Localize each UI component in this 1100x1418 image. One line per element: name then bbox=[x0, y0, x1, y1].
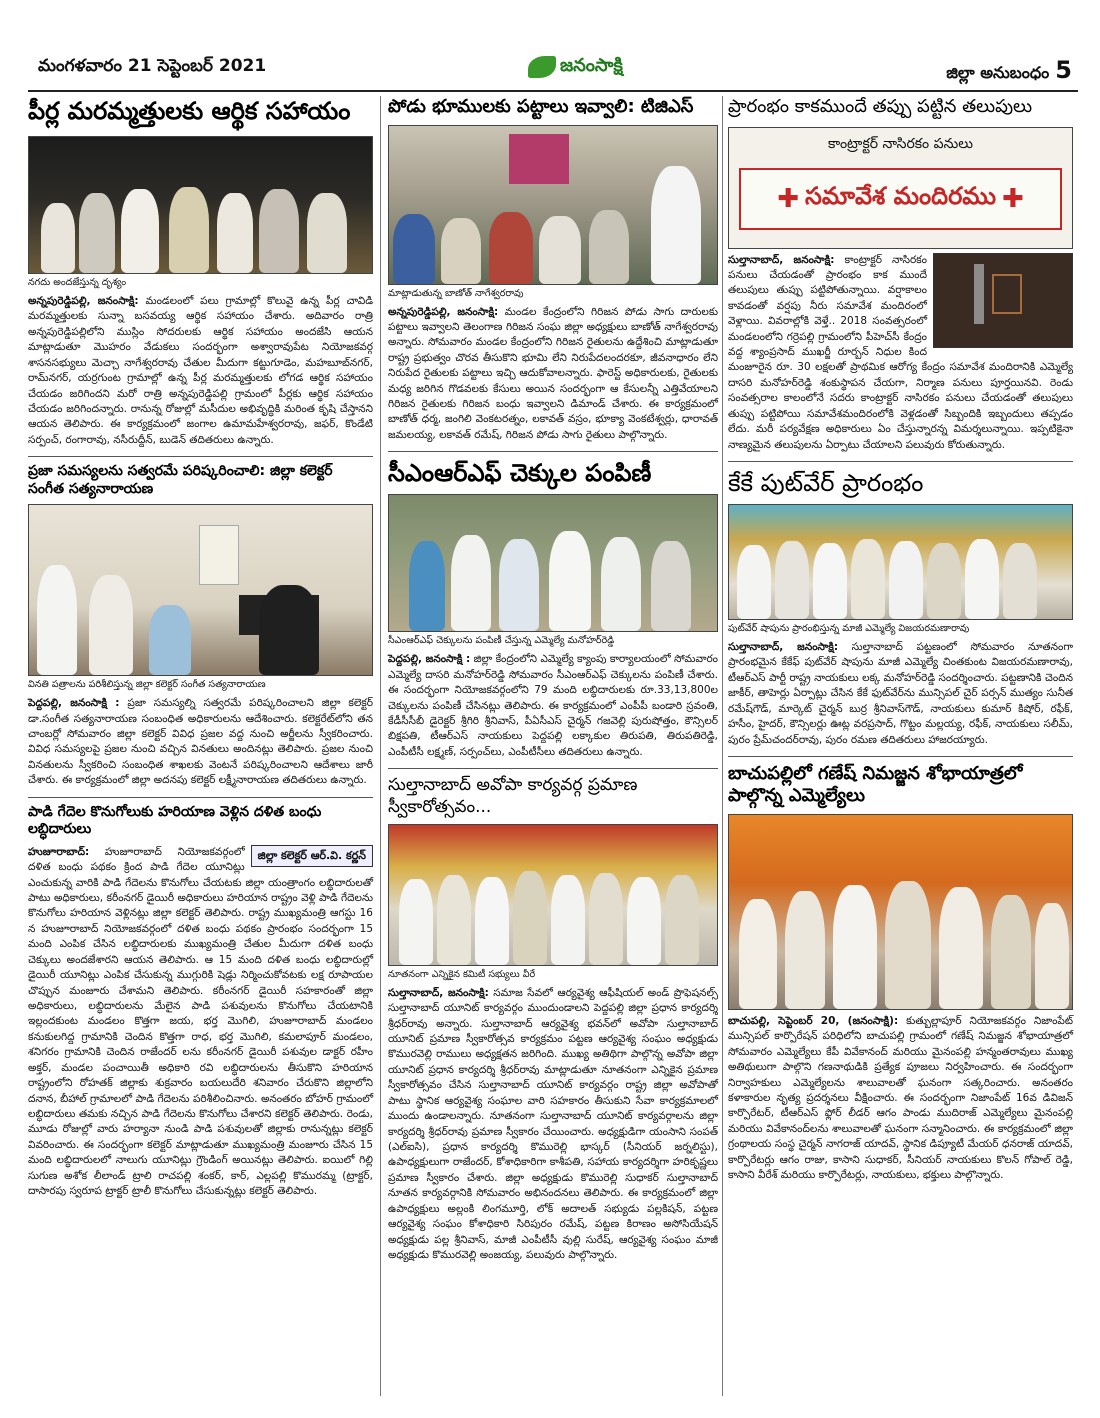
column-divider bbox=[722, 96, 723, 1396]
article-dalitha-bandhu bbox=[28, 804, 373, 1200]
dateline: సుల్తానాబాద్, జనంసాక్షి: bbox=[728, 640, 839, 653]
article-headline: పోడు భూములకు పట్టాలు ఇవ్వాలి: టిజిఎస్ bbox=[388, 96, 694, 117]
article-text: హుజూరాబాద్ నియోజకవర్గంలో దళిత బంధు పథకం క్రింద పాడి గేదెల యూనిట్లు ఎంచుకున్న వారికి పాడి గేదెలను కొనుగోలు చేయటకు జిల్లా యంత్రాంగం లబ్ధిదారులతో పాటు అధికారులు, కరీంనగర్ డైయిరీ అధికారులు హరియాన రాష్ట్రం వెళ్లి పాడి గేదెలను కొనుగోలు హరియాన వెళ్లినట్లు జిల్లా కలెక్టర్ తెలిపారు. రాష్ట్ర ముఖ్యమంత్రి ఆగస్టు 16 న హుజూరాబాద్ నియోజకవర్గంలో దళిత బంధు పథకం ప్రారంభం సందర్భంగా 15 మంది ఎంపిక చేసిన లబ్ధిదారులకు ముఖ్యమంత్రి చేతుల మీదుగా దళిత బంధు చెక్కులు అందజేశారని ఆయన తెలిపారు. ఆ 15 మంది దళిత బంధు లబ్ధిదారుల్లో డైయిరీ యూనిట్లు ఎంపిక చేసుకున్న ముగ్గురికి షెడ్లు నిర్మించుకోవటకు లక్ష రూపాయల చొప్పున మంజూరు చేశామని తెలిపారు. కరీంనగర్ డైయిరీ సహకారంతో జిల్లా అధికారులు, లబ్ధిదారులను మేలైన పాడి పశువులను కొనుగోలు చేయటానికి ఇల్లందకుంట మండలం కొత్తగా జయ, భర్త మొగిలి, హుజూరాబాద్ మండలం కనుకులగిద్ద గ్రామానికి చెందిన కొత్తగా రాధ, భర్త మొగిలి, కమలాపూర్ మండలం, శనిగరం గ్రామానికి చెందిన రాజేందర్ లను కరీంనగర్ డైయిరీ పశువుల డాక్టర్ రహీం అక్తర్, మండల పంచాయితీ అధికారి రవి లబ్ధిదారులను తీసుకొని హరియాన రాష్ట్రంలోని రోహతక్ జిల్లాకు శుక్రవారం బయలుదేరి శనివారం చేరుకొని జిల్లాలోని దనాన, బీహాల్ గ్రామాలలో పాడి గేదెలను పరిశీలించినారు. అనంతరం బోహర్ గ్రామంలో లబ్ధిదారులు తమకు నచ్చిన పాడి గేదెలను కొనుగోలు చేశారని కలెక్టర్ తెలిపారు. రెండు, మూడు రోజుల్లో వారు హర్యానా నుండి పాడి పశువులతో జిల్లాకు రానున్నట్లు కలెక్టర్ వివరించారు. ఈ సందర్భంగా కలెక్టర్ మాట్లాడుతూ ముఖ్యమంత్రి మంజూరు చేసిన 15 మంది లబ్ధిదారులలో నాలుగు యూనిట్లు గ్రౌండింగ్ అయినట్లు తెలిపారు. ఐయిలో గిల్లి సుగుణ అశోక లీలాండ్ ట్రాలి రాచపల్లి శంకర్, కార్, ఎల్లపల్లి కొమురమ్మ (ట్రాక్టర్, దాసారపు స్వరూప ట్రాక్టర్ ట్రాలీ కొనుగోలు చేసుకున్నట్లు కలెక్టర్ తెలిపారు. bbox=[28, 845, 373, 1198]
article-rusted-doors bbox=[728, 96, 1073, 453]
article-avopa bbox=[388, 775, 718, 1263]
news-photo bbox=[728, 814, 1073, 1010]
news-photo bbox=[388, 494, 718, 632]
article-body bbox=[728, 1014, 1073, 1184]
door-photo bbox=[933, 253, 1073, 348]
red-cross-icon: ✚ bbox=[1002, 183, 1024, 214]
article-body bbox=[728, 253, 1073, 453]
banner-text: సమావేశ మందిరము bbox=[805, 181, 996, 210]
photo-label: కాంట్రాక్టర్ నాసిరకం పనులు bbox=[827, 135, 974, 152]
dateline: అన్నపురెడ్డిపల్లి, జనంసాక్షి: bbox=[388, 305, 499, 318]
leaf-icon bbox=[528, 56, 556, 78]
article-collector-grievance bbox=[28, 463, 373, 789]
issue-date: మంగళవారం 21 సెప్టెంబర్ 2021 bbox=[38, 56, 267, 76]
article-separator bbox=[388, 451, 718, 452]
page-number: 5 bbox=[1055, 56, 1072, 84]
article-text: మండలంలో పలు గ్రామాల్లో కొలువై ఉన్న పీర్ల చావిడి మరమ్మత్తులకు సున్నా బసవయ్య ఆర్థిక సహాయం చేశారు. అదివారం రాత్రి అన్నపురెడ్డిపల్లిలోని ముస్లిం సోదరులకు ఆర్థిక సహాయం అందజేసి ఆయన మాట్లాడుతూ మొహరం వేడుకలు సందర్భంగా అశ్వారావుపేట నియోజకవర్గ శాసనసభ్యులు మెచ్చా నాగేశ్వరరావు చేతుల మీదుగా కట్టుగూడెం, మహబూబ్‌నగర్, రామ్‌నగర్, యర్రగుంట గ్రామాల్లో ఉన్న పీర్ల మరమ్మత్తులకు లోగడ ఆర్థిక సహాయం చేయడం జరిగిందని మరో రాత్రి అన్నపురెడ్డిపల్లి గ్రామంలో పీర్లకు ఆర్థిక సహాయం చేయడం జరిగిందన్నారు. రానున్న రోజుల్లో మసీదుల అభివృద్ధికి మరింత కృషి చేస్తానని ఆయన తెలిపారు. ఈ కార్యక్రమంలో జంగాల ఉమామహేశ్వరరావు, జఫర్, కొండేటి సర్పంచ్, రంగారావు, నసీరుద్దీన్, బుడెన్ తదితరులు ఉన్నారు. bbox=[28, 295, 373, 446]
dateline: హుజూరాబాద్: bbox=[28, 845, 90, 858]
article-separator bbox=[28, 456, 373, 457]
article-separator bbox=[388, 768, 718, 769]
column-left bbox=[28, 96, 373, 1199]
photo-caption: మాట్లాడుతున్న బాణోత్ నాగేశ్వరరావు bbox=[388, 287, 524, 299]
article-body bbox=[728, 640, 1073, 748]
article-headline: బాచుపల్లిలో గణేష్ నిమజ్జన శోభాయాత్రలో పాల్గొన్న ఎమ్మెల్యేలు bbox=[728, 762, 1023, 807]
dateline: పెద్దపల్లి, జనంసాక్షి : bbox=[388, 653, 471, 666]
dateline: సుల్తానాబాద్, జనంసాక్షి: bbox=[388, 986, 489, 999]
photo-caption: నూతనంగా ఎన్నికైన కమిటీ సభ్యులు వీరే bbox=[388, 968, 536, 980]
subhead-tag: జిల్లా కలెక్టర్ ఆర్.వి. కర్ణన్ bbox=[251, 845, 373, 867]
article-body bbox=[388, 305, 718, 444]
column-right bbox=[728, 96, 1073, 1184]
news-photo bbox=[728, 504, 1073, 620]
article-body bbox=[28, 696, 373, 789]
column-middle bbox=[388, 96, 718, 1263]
article-headline: పాడి గేదెల కొనుగోలుకు హరియాణ వెళ్లిన దళిత బంధు లబ్ధిదారులు bbox=[28, 803, 322, 838]
article-text: జిల్లా కేంద్రంలోని ఎమ్మెల్యే క్యాంపు కార్యాలయంలో సోమవారం ఎమ్మెల్యే దాసరి మనోహర్‌రెడ్డి సోమవారం సీఎంఆర్ఎఫ్ చెక్కులను పంపిణీ చేశారు. ఈ సందర్భంగా నియోజకవర్గంలోని 79 మంది లబ్ధిదారులకు రూ.33,13,800ల చెక్కులను పంపిణీ చేసినట్లు తెలిపారు. ఈ కార్యక్రమంలో ఎంపీపీ బండారి స్రవంతి, కేడీసీసీబీ డైరెక్టర్ శ్రీగిరి శ్రీనివాస్, పీఏసీఎస్ చైర్మన్ గజవెల్లి పురుషోత్తం, కౌన్సిలర్ బిక్షపతి, టీఆర్ఎస్ నాయకులు పెద్దపల్లి లక్కాకుల తిరుపతి, తిరుపతిరెడ్డి, ఎంపీటీసీ లక్ష్మణ్, సర్పంచ్‌లు, ఎంపీటీసీలు తదితరులు ఉన్నారు. bbox=[388, 653, 719, 758]
photo-caption: పుట్‌వేర్ షాపును ప్రారంభిస్తున్న మాజీ ఎమ్మెల్యే విజయరమణారావు bbox=[728, 622, 970, 634]
news-photo bbox=[388, 125, 718, 285]
article-body bbox=[28, 294, 373, 448]
newspaper-logo[interactable] bbox=[528, 50, 646, 84]
article-text: కాంట్రాక్టర్ నాసిరకం పనులు చేయడంతో ప్రారంభం కాక ముందే తలుపులు తుప్పు పట్టిపోతున్నాయి. వర్షాకాలం కావడంతో వర్షపు నీరు సమావేశ మందిరంలో వెళ్లాయి. వివరాల్లోకి వెళ్తే.. 2018 సంవత్సరంలో మండలంలోని గర్రెపల్లి గ్రామంలోని పీహెచ్‌సీ కేంద్రం వద్ద శ్యాంప్రసాద్ ముఖర్జీ రూర్బన్ నిధుల కింద మంజూరైన రూ. 30 లక్షలతో ప్రాథమిక ఆరోగ్య కేంద్రం సమావేశ మందిరానికి ఎమ్మెల్యే దాసరి మనోహర్‌రెడ్డి శంకుస్థాపన చేయగా, నిర్మాణ పనులు పూర్తయినవి. రెండు సంవత్సరాల కాలంలోనే సదరు కాంట్రాక్టర్ నాసిరకం పనులు చేయడంతో తలుపులు తుప్పు పట్టిపోయి సమావేశమందిరంలోకి వెళ్లడంతో సిబ్బందికి ఇబ్బందులు తప్పడం లేదు. మరీ పర్యవేక్షణ అధికారులు ఏం చేస్తున్నారన్న విమర్శలున్నాయి. ఇప్పటికైనా నాణ్యమైన తలుపులను ఏర్పాటు చేయాలని పలువురు కోరుతున్నారు. bbox=[728, 253, 1073, 451]
article-text: ప్రజా సమస్యల్ని సత్వరమే పరిష్కరించాలని జిల్లా కలెక్టర్ డా.సంగీత సత్యనారాయణ సంబంధిత అధికారులను ఆదేశించారు. కలెక్టరేట్‌లోని తన చాంబర్లో సోమవారం జిల్లా కలెక్టర్ వివిధ ప్రజల వద్ద నుంచి అర్జీలను స్వీకరించారు. వివిధ సమస్యలపై ప్రజల నుంచి వచ్చిన వినతులు అందినట్లు తెలిపారు. ప్రజల నుంచి వినతులను స్వీకరించి సంబంధిత శాఖలకు వెంటనే పరిష్కరించాలని ఆదేశాలు జారీ చేశారు. ఈ కార్యక్రమంలో జిల్లా అదనపు కలెక్టర్ లక్ష్మీనారాయణ తదితరులు ఉన్నారు. bbox=[28, 697, 374, 787]
news-photo bbox=[728, 127, 1073, 249]
article-cmrf-cheques bbox=[388, 458, 718, 760]
article-headline: ప్రారంభం కాకముందే తప్పు పట్టిన తలుపులు bbox=[728, 96, 1033, 117]
dateline: సుల్తానాబాద్, జనంసాక్షి: bbox=[728, 253, 835, 266]
article-separator bbox=[728, 756, 1073, 757]
article-body bbox=[28, 845, 373, 1200]
section-label bbox=[946, 56, 1072, 86]
article-text: సమాజ సేవలో ఆర్యవైశ్య ఆఫీషియల్ అండ్ ప్రొఫెషనల్స్ సుల్తానాబాద్ యూనిట్ కార్యవర్గం ముందుండాలని పెద్దపల్లి జిల్లా ప్రధాన కార్యదర్శి శ్రీధర్‌రావు అన్నారు. సుల్తానాబాద్ ఆర్యవైశ్య భవన్‌లో అవోపా సుల్తానాబాద్ యూనిట్ ప్రమాణ స్వీకారోత్సవ కార్యక్రమం పట్టణ ఆర్యవైశ్య సంఘం అధ్యక్షుడు కొమురవెల్లి రాములు అధ్యక్షతన జరిగింది. ముఖ్య అతిథిగా పాల్గొన్న అవోపా జిల్లా యూనిట్ ప్రధాన కార్యదర్శి శ్రీధర్‌రావు మాట్లాడుతూ నూతనంగా ఎన్నికైన ప్రమాణ స్వీకారోత్సవం చేసిన సుల్తానాబాద్ యూనిట్ కార్యవర్గం రాష్ట్ర జిల్లా అవోపాతో పాటు స్థానిక ఆర్యవైశ్య సంఘాల వారి సహకారం తీసుకుని సేవా కార్యక్రమాలలో ముందు ఉండాలన్నారు. నూతనంగా సుల్తానాబాద్ యూనిట్ కార్యవర్గాలను జిల్లా కార్యదర్శి శ్రీధర్‌రావు ప్రమాణ స్వీకారం చేయించారు. అధ్యక్షుడిగా యంసాని సంపత్ (ఎల్ఐసి), ప్రధాన కార్యదర్శి కొమురెల్లి భాస్కర్ (సీనియర్ జర్నలిస్టు), ఉపాధ్యక్షులుగా రాజేందర్, కోశాధికారిగా కాశీపతి, సహాయ కార్యదర్శిగా హరికృష్ణలు ప్రమాణ స్వీకారం చేశారు. జిల్లా అధ్యక్షుడు కొమురెల్లి సుధాకర్ సుల్తానాబాద్ నూతన కార్యవర్గానికి సోమవారం అభినందనలు తెలిపారు. ఈ కార్యక్రమంలో జిల్లా ఉపాధ్యక్షులు అల్లంకి లింగమూర్తి, లోక్ అదాలత్ సభ్యుడు పల్లకిషన్, పట్టణ ఆర్యవైశ్య సంఘం కోశాధికారి సిరిపురం రమేష్, పట్టణ కిరాణం అసోసియేషన్ అధ్యక్షుడు పల్ల శ్రీనివాస్, మాజీ ఎంపీటీసీ వుల్లి సురేష్, ఆర్యవైశ్య సంఘం మాజీ అధ్యక్షుడు కొమురవెల్లి అంజయ్య, పలువురు పాల్గొన్నారు. bbox=[388, 986, 718, 1261]
dateline: పెద్దపల్లి, జనంసాక్షి : bbox=[28, 697, 120, 710]
article-kk-footwear bbox=[728, 468, 1073, 748]
article-body bbox=[388, 652, 718, 760]
article-headline: సుల్తానాబాద్ అవోపా కార్యవర్గ ప్రమాణ స్వీకారోత్సవం... bbox=[388, 775, 638, 817]
article-separator bbox=[28, 797, 373, 798]
dateline: బాచుపల్లి, సెప్టెంబర్ 20, (జనంసాక్షి): bbox=[728, 1014, 899, 1027]
photo-caption: వినతి పత్రాలను పరిశీలిస్తున్న జిల్లా కలెక్టర్ సంగీత సత్యనారాయణ bbox=[28, 679, 266, 691]
article-body bbox=[388, 986, 718, 1264]
news-photo bbox=[388, 824, 718, 966]
dateline: అన్నపురెడ్డిపల్లి, జనంసాక్షి: bbox=[28, 295, 139, 307]
masthead bbox=[28, 50, 1078, 92]
article-headline: కేకే పుట్‌వేర్ ప్రారంభం bbox=[728, 468, 924, 497]
article-headline: ప్రజా సమస్యలను సత్వరమే పరిష్కరించాలి: జిల్లా కలెక్టర్ సంగీత సత్యనారాయణ bbox=[28, 463, 333, 497]
hall-banner bbox=[739, 168, 1062, 230]
article-separator bbox=[728, 461, 1073, 462]
logo-text: జనంసాక్షి bbox=[560, 54, 623, 76]
column-divider bbox=[380, 96, 381, 1396]
article-text: కుత్బుల్లాపూర్ నియోజకవర్గం నిజాంపేట్ మున్సిపల్ కార్పొరేషన్ పరిధిలోని బాచుపల్లి గ్రామంలో గణేష్ నిమజ్జన శోభాయాత్రలో సోమవారం ఎమ్మెల్యేలు కేపీ వివేకానంద్ మరియు మైనంపల్లి హన్మంతరావులు ముఖ్య అతిథులుగా పాల్గొని గణనాథుడికి ప్రత్యేక పూజలు నిర్వహించారు. ఈ సందర్భంగా నిర్వాహకులు ఎమ్మెల్యేలను శాలువాలతో ఘనంగా సత్కరించారు. అనంతరం కళాకారుల నృత్య ప్రదర్శనలు వీక్షించారు. ఈ సందర్భంగా నిజాంపేట్ 16వ డివిజన్ కార్పొరేటర్, టీఆర్ఎస్ ఫ్లోర్ లీడర్ ఆగం పాండు ముదిరాజ్ ఎమ్మెల్యేలు మైనంపల్లి మరియు వివేకానంద్‌లను శాలువాలతో ఘనంగా సన్మానించారు. ఈ కార్యక్రమంలో జిల్లా గ్రంథాలయ సంస్థ చైర్మన్ నాగరాజ్ యాదవ్, స్థానిక డిప్యూటీ మేయర్ ధనరాజ్ యాదవ్, కార్పొరేటర్లు ఆగం రాజు, కాసాని సుధాకర్, సీనియర్ నాయకులు కొలన్ గోపాల్ రెడ్డి, కాసాని వీరేశ్ మరియు కార్పొరేటర్లు, నాయకులు, భక్తులు పాల్గొన్నారు. bbox=[728, 1014, 1073, 1182]
article-text: మండల కేంద్రంలోని గిరిజన పోడు సాగు దారులకు పట్టాలు ఇవ్వాలని తెలంగాణ గిరిజన సంఘ జిల్లా అధ్యక్షులు బాణోత్ నాగేశ్వరరావు అన్నారు. సోమవారం మండల కేంద్రంలోని గిరిజన రైతులను ఉద్దేశించి మాట్లాడుతూ రాష్ట్ర ప్రభుత్వం చొరవ తీసుకొని భూమి లేని నిరుపేదలందరకూ, జీవనాధారం లేని నిరుపేద రైతులకు పట్టాలు ఇచ్చి ఆదుకోవాలన్నారు. ఫారెస్ట్ అధికారులకు, రైతులకు మధ్య జరిగిన గొడవలకు కేసులు అయిన సందర్భంగా ఆ కేసులన్నీ ఎత్తివేయాలని గిరిజన రైతులకు గిరిజన బంధు ఇవ్వాలని డిమాండ్ చేశారు. ఈ కార్యక్రమంలో బాణోత్ ధర్మ, జంగిలి వెంకటరత్నం, లకావత్ వస్రం, భూక్యా వెంకటేశ్వర్లు, ధారావత్ జమలయ్య, లకావత్ రమేష్, గిరిజన పోడు సాగు రైతులు పాల్గొన్నారు. bbox=[388, 305, 718, 441]
article-headline: పీర్ల మరమ్మత్తులకు ఆర్థిక సహాయం bbox=[28, 97, 351, 125]
news-photo bbox=[28, 504, 373, 676]
news-photo bbox=[28, 136, 373, 274]
article-ganesh-immersion bbox=[728, 763, 1073, 1184]
article-headline: సీఎంఆర్ఎఫ్ చెక్కుల పంపిణీ bbox=[388, 459, 652, 488]
photo-caption: సీఎంఆర్ఎఫ్ చెక్కులను పంపిణీ చేస్తున్న ఎమ్మెల్యే మనోహర్‌రెడ్డి bbox=[388, 635, 615, 647]
section-name: జిల్లా అనుబంధం bbox=[946, 63, 1050, 82]
red-cross-icon: ✚ bbox=[777, 183, 799, 214]
article-text: సుల్తానాబాద్ పట్టణంలో సోమవారం నూతనంగా ప్రారంభమైన కేకేఫ్ పుట్‌వేర్ షాపును మాజీ ఎమ్మెల్యే చింతకుంట విజయరమణారావు, టీఆర్ఎస్ పార్టీ రాష్ట్ర నాయకులు లక్క మనోహర్‌రెడ్డి సందర్శించారు. పట్టణానికి చెందిన జాకీర్, తాహెర్లు ఏర్పాట్లు చేసిన కేకే ఫుట్‌వేర్‌ను మున్సిపల్ చైర్ పర్సన్ ముత్యం సునీత రమేష్‌గౌడ్, మార్కెట్ చైర్మన్ బుర్ర శ్రీనివాస్‌గౌడ్, నాయకులు కుమార్ కిషోర్, రఫీక్, హసీం, హైదర్, కౌన్సిలర్లు ఊట్ల వరప్రసాద్, గొట్టం మల్లయ్య, రఫీక్, నాయకులు సలీమ్, పురం ప్రేమ్‌చందర్‌రావు, పురం రమణ తదితరులు హాజరయ్యారు. bbox=[728, 640, 1073, 746]
article-peerla bbox=[28, 96, 373, 448]
photo-caption: నగదు అందజేస్తున్న దృశ్యం bbox=[28, 277, 127, 288]
article-podu-lands bbox=[388, 96, 718, 443]
